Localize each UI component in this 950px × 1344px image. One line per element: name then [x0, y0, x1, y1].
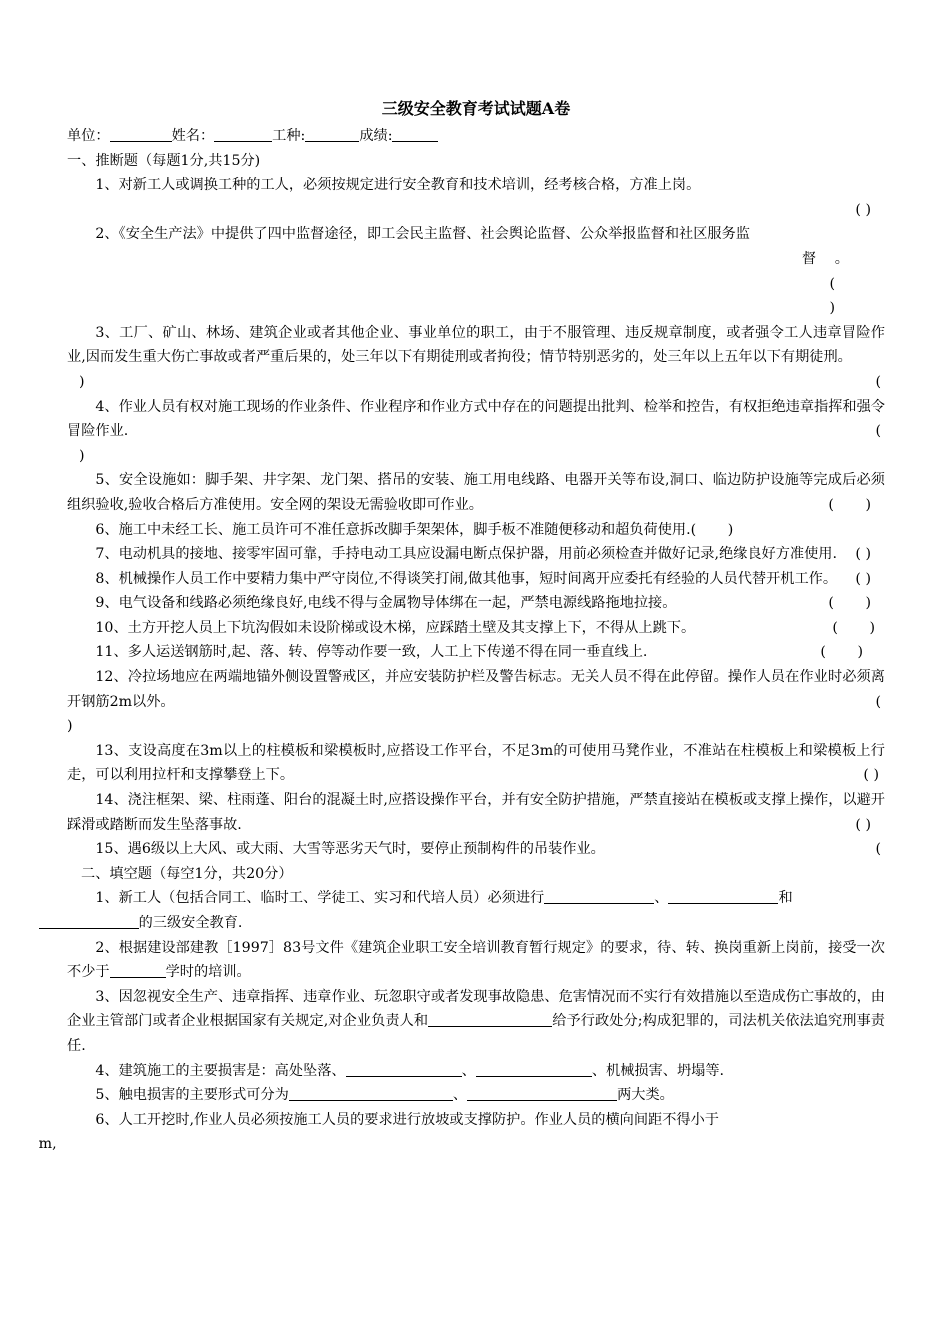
question-9: 9、电气设备和线路必须绝缘良好,电线不得与金属物导体绑在一起，严禁电源线路拖地拉接。 ( ): [67, 591, 885, 616]
answer-paren-9[interactable]: ( ): [828, 595, 871, 612]
unit-label: 单位：: [67, 128, 110, 144]
answer-paren-3-open[interactable]: (: [875, 373, 881, 390]
job-blank[interactable]: [305, 125, 359, 142]
score-label: 成绩:: [359, 128, 393, 144]
question-12: 12、冷拉场地应在两端地锚外侧设置警戒区，并应安装防护栏及警告标志。无关人员不得在此停留。操作人员在作业时必须离开钢筋2m以外。 (: [67, 665, 885, 714]
question-11: 11、多人运送钢筋时,起、落、转、停等动作要一致，人工上下传递不得在同一垂直线上. ( ): [67, 640, 885, 665]
answer-paren-12-close[interactable]: ): [67, 718, 73, 735]
answer-paren-3-close[interactable]: ): [79, 373, 85, 390]
answer-paren-8[interactable]: ( ): [855, 570, 871, 587]
fill-question-6: 6、人工开挖时,作业人员必须按施工人员的要求进行放坡或支撑防护。作业人员的横向间距不得小于 m,: [38, 1111, 719, 1153]
unit-blank[interactable]: [110, 125, 172, 142]
question-5: 5、安全设施如：脚手架、井字架、龙门架、搭吊的安装、施工用电线路、电器开关等布设,洞口、临边防护设施等完成后必须组织验收,验收合格后方准使用。安全网的架设无需验收即可作业。 ( ): [67, 468, 885, 517]
answer-paren-13[interactable]: ( ): [863, 767, 879, 784]
info-line: [67, 124, 885, 149]
fill-question-4: 4、建筑施工的主要损害是：高处坠落、 、 、机械损害、坍塌等.: [67, 1059, 885, 1084]
fill-blank-4b[interactable]: [476, 1060, 592, 1077]
answer-paren-6[interactable]: ( ): [690, 521, 734, 538]
fill-blank-1a[interactable]: [544, 887, 654, 904]
fill-question-2: 2、根据建设部建教［1997］83号文件《建筑企业职工安全培训教育暂行规定》的要求，待、转、换岗重新上岗前，接受一次不少于 学时的培训。: [67, 939, 885, 981]
question-1: 1、对新工人或调换工种的工人，必须按规定进行安全教育和技术培训，经考核合格，方准上岗。: [95, 177, 701, 194]
section1-heading: 一、推断题（每题1分,共15分): [67, 152, 261, 169]
question-7: 7、电动机具的接地、接零牢固可靠，手持电动工具应设漏电断点保护器，用前必须检查并做好记录,绝缘良好方准使用.: [95, 546, 838, 563]
answer-paren-7[interactable]: ( ): [855, 546, 871, 563]
answer-paren-5[interactable]: ( ): [828, 496, 871, 513]
fill-question-5: 5、触电损害的主要形式可分为 、 两大类。: [67, 1083, 885, 1108]
fill-blank-5b[interactable]: [467, 1084, 617, 1101]
name-blank[interactable]: [214, 125, 272, 142]
fill-blank-1c[interactable]: [39, 912, 139, 929]
score-blank[interactable]: [392, 125, 438, 142]
page-title: 三级安全教育考试试题A卷: [381, 99, 571, 118]
fill-question-3: 3、因忽视安全生产、违章指挥、违章作业、玩忽职守或者发现事故隐患、危害情况而不实行有效措施以至造成伤亡事故的，由企业主管部门或者企业根据国家有关规定,对企业负责人和 给予行政处分;构成犯罪的，司法机关依法追究刑事责任.: [67, 988, 885, 1054]
fill-blank-2[interactable]: [110, 961, 166, 978]
answer-paren-4-open[interactable]: (: [875, 423, 881, 440]
answer-paren-4-close[interactable]: ): [79, 447, 85, 464]
question-4: 4、作业人员有权对施工现场的作业条件、作业程序和作业方式中存在的问题提出批判、检举和控告，有权拒绝违章指挥和强令冒险作业. (: [67, 395, 885, 444]
fill-blank-5a[interactable]: [289, 1084, 453, 1101]
question-2-tail: 督 。: [801, 250, 849, 267]
question-10: 10、土方开挖人员上下坑沟假如未设阶梯或设木梯，应踩踏土壁及其支撑上下，不得从上跳下。 ( ): [67, 616, 885, 641]
name-label: 姓名：: [171, 128, 215, 144]
question-14: 14、浇注框架、梁、柱雨蓬、阳台的混凝土时,应搭设操作平台，并有安全防护措施，严禁直接站在模板或支撑上操作，以避开踩滑或踏断而发生坠落事故.: [67, 792, 885, 833]
answer-paren-2-open[interactable]: (: [829, 275, 835, 292]
answer-paren-11[interactable]: ( ): [820, 644, 863, 661]
fill-blank-4a[interactable]: [346, 1060, 462, 1077]
answer-paren-15-open[interactable]: (: [875, 841, 881, 858]
question-3: 3、工厂、矿山、林场、建筑企业或者其他企业、事业单位的职工，由于不服管理、违反规章制度，或者强令工人违章冒险作业,因而发生重大伤亡事故或者严重后果的，处三年以下有期徒刑或者拘役；情节特别恶劣的，处三年以上五年以下有期徒刑。 (: [67, 321, 885, 370]
question-2: 2、《安全生产法》中提供了四中监督途径，即工会民主监督、社会舆论监督、公众举报监督和社区服务监: [95, 226, 750, 243]
question-8: 8、机械操作人员工作中要精力集中严守岗位,不得谈笑打闹,做其他事，短时间离开应委托有经验的人员代替开机工作。: [95, 570, 838, 587]
fill-blank-3[interactable]: [428, 1010, 552, 1027]
answer-paren-12-open[interactable]: (: [875, 693, 881, 710]
answer-paren-1[interactable]: ( ): [855, 201, 871, 218]
document-page: [38, 96, 885, 1157]
question-6: 6、施工中未经工长、施工员许可不准任意拆改脚手架架体，脚手板不准随便移动和超负荷使用.( ): [95, 521, 734, 538]
section2-heading: 二、填空题（每空1分，共20分）: [81, 865, 293, 882]
answer-paren-10[interactable]: ( ): [832, 619, 875, 636]
question-13: 13、支设高度在3m以上的柱模板和梁模板时,应搭设工作平台，不足3m的可使用马凳作业，不准站在柱模板上和梁模板上行走，可以利用拉杆和支撑攀登上下。: [67, 742, 885, 784]
fill-blank-1b[interactable]: [668, 887, 778, 904]
job-label: 工种:: [272, 128, 306, 144]
question-15: 15、遇6级以上大风、或大雨、大雪等恶劣天气时，要停止预制构件的吊装作业。 (: [67, 837, 885, 862]
answer-paren-14[interactable]: ( ): [855, 816, 871, 833]
fill-question-1: 1、新工人（包括合同工、临时工、学徒工、实习和代培人员）必须进行 、 和 的三级安全教育.: [67, 886, 885, 935]
answer-paren-2-close[interactable]: ): [829, 300, 835, 317]
